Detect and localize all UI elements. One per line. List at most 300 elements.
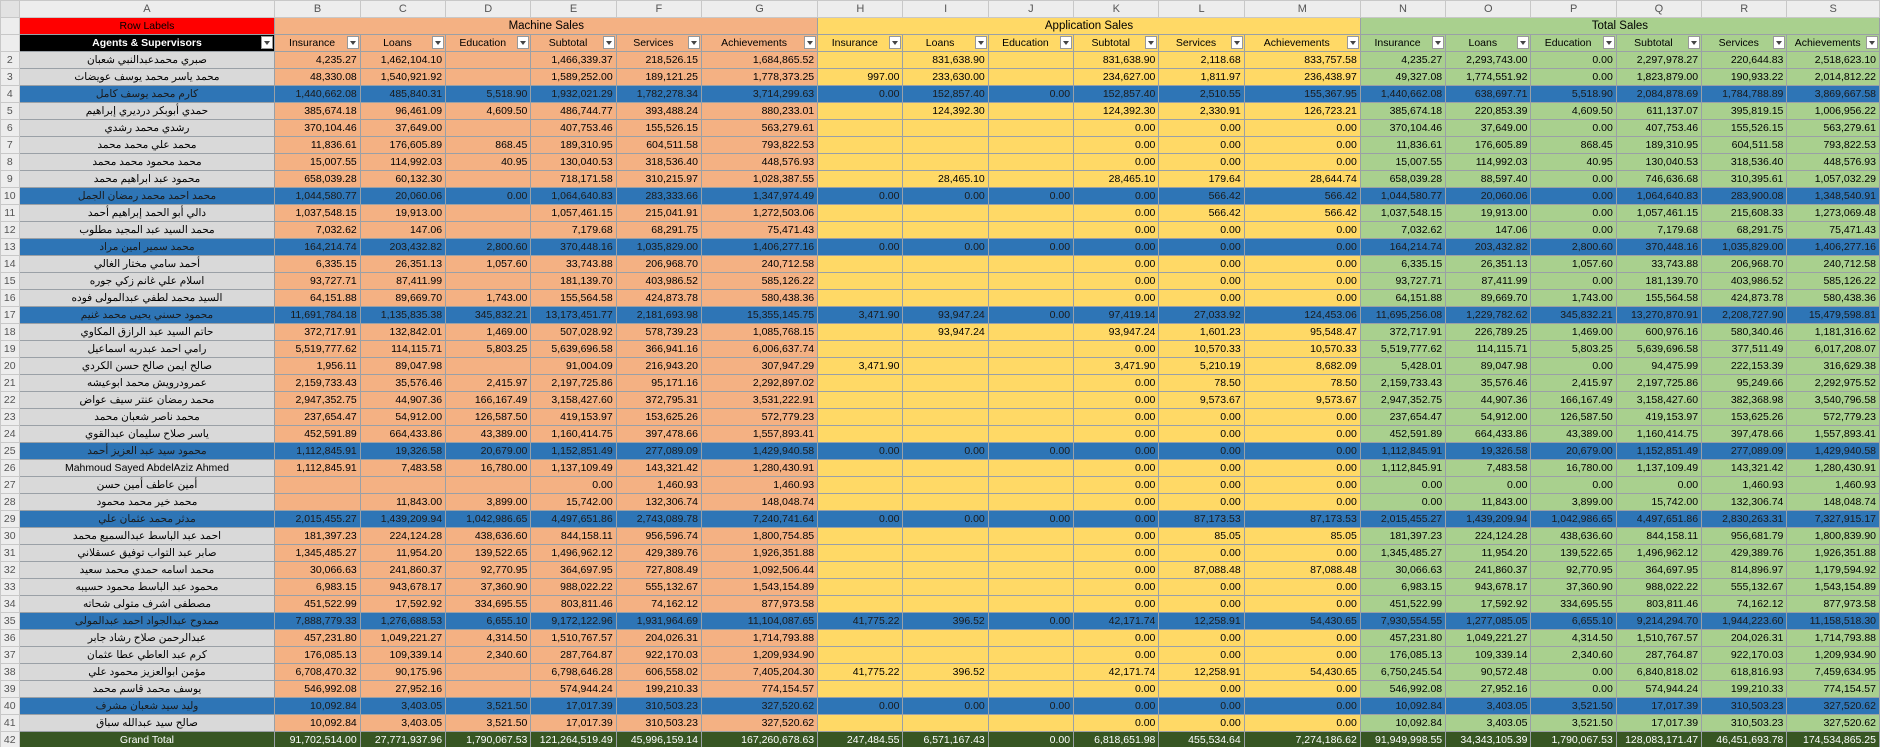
total-loans-cell[interactable]: 19,326.58	[1446, 443, 1531, 460]
total-subtotal-cell[interactable]: 2,084,878.69	[1616, 86, 1701, 103]
application-loans-cell[interactable]: 6,571,167.43	[903, 732, 988, 747]
filter-dropdown-icon[interactable]	[517, 36, 529, 49]
machine-insurance-cell[interactable]: 1,345,485.27	[275, 545, 360, 562]
machine-achievements-cell[interactable]: 15,355,145.75	[702, 307, 818, 324]
machine-education-cell[interactable]: 37,360.90	[446, 579, 531, 596]
application-insurance-cell[interactable]	[818, 392, 903, 409]
row-number[interactable]: 28	[1, 494, 20, 511]
application-loans-cell[interactable]: 831,638.90	[903, 52, 988, 69]
machine-insurance-cell[interactable]: 6,708,470.32	[275, 664, 360, 681]
agent-name-cell[interactable]: صبري محمدعبدالنبي شعبان	[19, 52, 275, 69]
machine-insurance-cell[interactable]: 64,151.88	[275, 290, 360, 307]
total-insurance-cell[interactable]: 10,092.84	[1360, 698, 1445, 715]
machine-achievements-cell[interactable]: 1,778,373.25	[702, 69, 818, 86]
row-number[interactable]: 32	[1, 562, 20, 579]
machine-education-cell[interactable]: 139,522.65	[446, 545, 531, 562]
application-education-cell[interactable]	[988, 290, 1073, 307]
application-education-cell[interactable]	[988, 222, 1073, 239]
agent-name-cell[interactable]: محمد احمد محمد رمضان الجمل	[19, 188, 275, 205]
machine-services-cell[interactable]: 397,478.66	[616, 426, 701, 443]
total-services-cell[interactable]: 206,968.70	[1702, 256, 1787, 273]
row-number[interactable]: 34	[1, 596, 20, 613]
total-insurance-cell[interactable]: 5,519,777.62	[1360, 341, 1445, 358]
application-services-cell[interactable]: 455,534.64	[1159, 732, 1244, 747]
agent-name-cell[interactable]: صابر عبد التواب توفيق عسقلاني	[19, 545, 275, 562]
machine-services-cell[interactable]: 429,389.76	[616, 545, 701, 562]
machine-achievements-cell[interactable]: 167,260,678.63	[702, 732, 818, 747]
application-achievements-cell[interactable]: 0.00	[1244, 154, 1360, 171]
application-insurance-cell[interactable]	[818, 545, 903, 562]
machine-achievements-cell[interactable]: 774,154.57	[702, 681, 818, 698]
machine-achievements-cell[interactable]: 6,006,637.74	[702, 341, 818, 358]
machine-loans-cell[interactable]: 27,771,937.96	[360, 732, 445, 747]
column-header-p[interactable]: P	[1531, 1, 1616, 18]
total-services-cell[interactable]: 74,162.12	[1702, 596, 1787, 613]
application-achievements-cell[interactable]: 0.00	[1244, 426, 1360, 443]
machine-services-cell[interactable]: 403,986.52	[616, 273, 701, 290]
application-subtotal-cell[interactable]: 42,171.74	[1074, 613, 1159, 630]
application-achievements-cell[interactable]: 54,430.65	[1244, 613, 1360, 630]
application-services-cell[interactable]: 566.42	[1159, 205, 1244, 222]
application-services-cell[interactable]: 2,510.55	[1159, 86, 1244, 103]
machine-services-cell[interactable]: 578,739.23	[616, 324, 701, 341]
machine-services-cell[interactable]: 727,808.49	[616, 562, 701, 579]
application-services-cell[interactable]: 5,210.19	[1159, 358, 1244, 375]
total-subtotal-cell[interactable]: 5,639,696.58	[1616, 341, 1701, 358]
column-header-g[interactable]: G	[702, 1, 818, 18]
machine-loans-cell[interactable]: 241,860.37	[360, 562, 445, 579]
application-loans-cell[interactable]: 0.00	[903, 511, 988, 528]
machine-subtotal-cell[interactable]: 1,510,767.57	[531, 630, 616, 647]
application-subtotal-cell[interactable]: 3,471.90	[1074, 358, 1159, 375]
machine-education-cell[interactable]	[446, 664, 531, 681]
machine-subtotal-cell[interactable]: 5,639,696.58	[531, 341, 616, 358]
machine-education-cell[interactable]	[446, 477, 531, 494]
total-education-cell[interactable]: 1,790,067.53	[1531, 732, 1616, 747]
machine-loans-cell[interactable]: 11,954.20	[360, 545, 445, 562]
row-number[interactable]: 39	[1, 681, 20, 698]
total-loans-cell[interactable]: 226,789.25	[1446, 324, 1531, 341]
column-header-k[interactable]: K	[1074, 1, 1159, 18]
application-insurance-cell[interactable]: 0.00	[818, 698, 903, 715]
application-education-cell[interactable]	[988, 137, 1073, 154]
total-services-cell[interactable]: 618,816.93	[1702, 664, 1787, 681]
machine-insurance-cell[interactable]: 6,335.15	[275, 256, 360, 273]
machine-achievements-cell[interactable]: 1,347,974.49	[702, 188, 818, 205]
application-insurance-cell[interactable]	[818, 120, 903, 137]
application-services-cell[interactable]: 0.00	[1159, 273, 1244, 290]
machine-services-cell[interactable]: 604,511.58	[616, 137, 701, 154]
application-insurance-cell[interactable]	[818, 222, 903, 239]
application-services-cell[interactable]: 12,258.91	[1159, 664, 1244, 681]
application-loans-cell[interactable]	[903, 630, 988, 647]
application-services-cell[interactable]: 0.00	[1159, 137, 1244, 154]
machine-subtotal-cell[interactable]: 17,017.39	[531, 715, 616, 732]
total-loans-cell[interactable]: 17,592.92	[1446, 596, 1531, 613]
machine-insurance-cell[interactable]: 1,440,662.08	[275, 86, 360, 103]
total-insurance-cell[interactable]: 457,231.80	[1360, 630, 1445, 647]
machine-education-cell[interactable]	[446, 205, 531, 222]
total-education-cell[interactable]: 16,780.00	[1531, 460, 1616, 477]
machine-achievements-cell[interactable]: 1,684,865.52	[702, 52, 818, 69]
machine-insurance-cell[interactable]: 452,591.89	[275, 426, 360, 443]
total-services-cell[interactable]: 68,291.75	[1702, 222, 1787, 239]
column-header-r[interactable]: R	[1702, 1, 1787, 18]
machine-achievements-cell[interactable]: 880,233.01	[702, 103, 818, 120]
row-number[interactable]: 41	[1, 715, 20, 732]
total-loans-cell[interactable]: 1,277,085.05	[1446, 613, 1531, 630]
application-education-cell[interactable]	[988, 664, 1073, 681]
total-insurance-cell[interactable]: 1,345,485.27	[1360, 545, 1445, 562]
total-achievements-cell[interactable]: 3,869,667.58	[1787, 86, 1880, 103]
total-insurance-cell[interactable]: 372,717.91	[1360, 324, 1445, 341]
application-subtotal-cell[interactable]: 0.00	[1074, 239, 1159, 256]
total-subtotal-cell[interactable]: 600,976.16	[1616, 324, 1701, 341]
total-services-cell[interactable]: 1,460.93	[1702, 477, 1787, 494]
application-subtotal-cell[interactable]: 0.00	[1074, 494, 1159, 511]
machine-services-cell[interactable]: 189,121.25	[616, 69, 701, 86]
application-education-header[interactable]	[988, 35, 1073, 52]
application-achievements-cell[interactable]: 0.00	[1244, 273, 1360, 290]
machine-services-cell[interactable]: 45,996,159.14	[616, 732, 701, 747]
total-services-cell[interactable]: 1,035,829.00	[1702, 239, 1787, 256]
machine-subtotal-cell[interactable]: 1,057,461.15	[531, 205, 616, 222]
application-achievements-cell[interactable]: 126,723.21	[1244, 103, 1360, 120]
total-services-cell[interactable]: 424,873.78	[1702, 290, 1787, 307]
application-subtotal-cell[interactable]: 97,419.14	[1074, 307, 1159, 324]
machine-loans-cell[interactable]	[360, 477, 445, 494]
machine-subtotal-cell[interactable]: 2,197,725.86	[531, 375, 616, 392]
total-services-cell[interactable]: 2,830,263.31	[1702, 511, 1787, 528]
total-services-cell[interactable]: 1,944,223.60	[1702, 613, 1787, 630]
application-insurance-cell[interactable]: 0.00	[818, 511, 903, 528]
row-number[interactable]: 24	[1, 426, 20, 443]
total-loans-cell[interactable]: 2,293,743.00	[1446, 52, 1531, 69]
machine-education-cell[interactable]: 0.00	[446, 188, 531, 205]
machine-subtotal-cell[interactable]: 718,171.58	[531, 171, 616, 188]
application-services-cell[interactable]: 0.00	[1159, 154, 1244, 171]
machine-loans-cell[interactable]: 20,060.06	[360, 188, 445, 205]
total-subtotal-cell[interactable]: 803,811.46	[1616, 596, 1701, 613]
agent-name-cell[interactable]: أحمد سامي مختار الغالي	[19, 256, 275, 273]
application-achievements-cell[interactable]: 155,367.95	[1244, 86, 1360, 103]
row-number[interactable]: 14	[1, 256, 20, 273]
machine-loans-cell[interactable]: 89,669.70	[360, 290, 445, 307]
application-insurance-cell[interactable]	[818, 324, 903, 341]
application-achievements-cell[interactable]: 0.00	[1244, 647, 1360, 664]
application-achievements-cell[interactable]: 9,573.67	[1244, 392, 1360, 409]
machine-achievements-cell[interactable]: 3,531,222.91	[702, 392, 818, 409]
application-insurance-header[interactable]	[818, 35, 903, 52]
total-education-cell[interactable]: 2,340.60	[1531, 647, 1616, 664]
machine-subtotal-cell[interactable]: 1,932,021.29	[531, 86, 616, 103]
total-services-cell[interactable]: 382,368.98	[1702, 392, 1787, 409]
agents-supervisors-header[interactable]	[19, 35, 275, 52]
machine-services-cell[interactable]: 74,162.12	[616, 596, 701, 613]
machine-achievements-cell[interactable]: 793,822.53	[702, 137, 818, 154]
application-subtotal-cell[interactable]: 0.00	[1074, 460, 1159, 477]
machine-insurance-cell[interactable]: 15,007.55	[275, 154, 360, 171]
application-achievements-cell[interactable]: 87,173.53	[1244, 511, 1360, 528]
total-achievements-cell[interactable]: 15,479,598.81	[1787, 307, 1880, 324]
application-insurance-cell[interactable]	[818, 52, 903, 69]
machine-insurance-cell[interactable]: 658,039.28	[275, 171, 360, 188]
total-achievements-cell[interactable]: 793,822.53	[1787, 137, 1880, 154]
application-education-cell[interactable]	[988, 205, 1073, 222]
total-subtotal-cell[interactable]: 7,179.68	[1616, 222, 1701, 239]
application-insurance-cell[interactable]: 997.00	[818, 69, 903, 86]
application-services-cell[interactable]: 0.00	[1159, 647, 1244, 664]
machine-education-cell[interactable]: 1,743.00	[446, 290, 531, 307]
application-education-cell[interactable]: 0.00	[988, 511, 1073, 528]
total-loans-cell[interactable]: 638,697.71	[1446, 86, 1531, 103]
application-education-cell[interactable]	[988, 120, 1073, 137]
application-subtotal-header[interactable]	[1074, 35, 1159, 52]
total-education-cell[interactable]: 1,743.00	[1531, 290, 1616, 307]
application-loans-cell[interactable]	[903, 375, 988, 392]
row-number[interactable]: 23	[1, 409, 20, 426]
total-loans-cell[interactable]: 0.00	[1446, 477, 1531, 494]
agent-name-cell[interactable]: محمود سيد عبد العزيز أحمد	[19, 443, 275, 460]
machine-achievements-cell[interactable]: 448,576.93	[702, 154, 818, 171]
application-subtotal-cell[interactable]: 0.00	[1074, 154, 1159, 171]
agent-name-cell[interactable]: مصطفى اشرف متولى شحاته	[19, 596, 275, 613]
total-subtotal-cell[interactable]: 17,017.39	[1616, 715, 1701, 732]
application-education-cell[interactable]	[988, 528, 1073, 545]
application-services-cell[interactable]: 0.00	[1159, 715, 1244, 732]
total-services-cell[interactable]: 310,503.23	[1702, 715, 1787, 732]
total-loans-cell[interactable]: 114,115.71	[1446, 341, 1531, 358]
machine-achievements-cell[interactable]: 11,104,087.65	[702, 613, 818, 630]
total-services-cell[interactable]: 395,819.15	[1702, 103, 1787, 120]
machine-education-cell[interactable]	[446, 120, 531, 137]
application-services-cell[interactable]: 87,088.48	[1159, 562, 1244, 579]
agent-name-cell[interactable]: محمد ياسر محمد يوسف عويضات	[19, 69, 275, 86]
machine-subtotal-cell[interactable]: 4,497,651.86	[531, 511, 616, 528]
total-sales-header[interactable]: Total Sales	[1360, 18, 1879, 35]
application-services-cell[interactable]: 0.00	[1159, 630, 1244, 647]
row-number[interactable]: 16	[1, 290, 20, 307]
application-education-cell[interactable]	[988, 647, 1073, 664]
machine-loans-cell[interactable]: 35,576.46	[360, 375, 445, 392]
machine-education-cell[interactable]: 3,521.50	[446, 715, 531, 732]
total-achievements-cell[interactable]: 316,629.38	[1787, 358, 1880, 375]
total-achievements-cell[interactable]: 174,534,865.25	[1787, 732, 1880, 747]
application-achievements-cell[interactable]: 0.00	[1244, 222, 1360, 239]
total-insurance-cell[interactable]: 1,440,662.08	[1360, 86, 1445, 103]
machine-loans-cell[interactable]: 19,326.58	[360, 443, 445, 460]
column-header-s[interactable]: S	[1787, 1, 1880, 18]
filter-dropdown-icon[interactable]	[1231, 36, 1243, 49]
total-achievements-cell[interactable]: 1,057,032.29	[1787, 171, 1880, 188]
total-education-cell[interactable]: 0.00	[1531, 273, 1616, 290]
application-achievements-cell[interactable]: 0.00	[1244, 443, 1360, 460]
application-subtotal-cell[interactable]: 234,627.00	[1074, 69, 1159, 86]
machine-education-cell[interactable]: 6,655.10	[446, 613, 531, 630]
row-number[interactable]: 6	[1, 120, 20, 137]
total-loans-cell[interactable]: 27,952.16	[1446, 681, 1531, 698]
machine-achievements-cell[interactable]: 585,126.22	[702, 273, 818, 290]
machine-achievements-cell[interactable]: 1,272,503.06	[702, 205, 818, 222]
total-loans-cell[interactable]: 3,403.05	[1446, 698, 1531, 715]
agent-name-cell[interactable]: محمود عبد ابراهيم محمد	[19, 171, 275, 188]
application-subtotal-cell[interactable]: 93,947.24	[1074, 324, 1159, 341]
application-services-cell[interactable]: 566.42	[1159, 188, 1244, 205]
application-achievements-cell[interactable]: 0.00	[1244, 596, 1360, 613]
row-number[interactable]: 4	[1, 86, 20, 103]
total-achievements-cell[interactable]: 1,273,069.48	[1787, 205, 1880, 222]
row-number[interactable]: 30	[1, 528, 20, 545]
machine-services-cell[interactable]: 153,625.26	[616, 409, 701, 426]
agent-name-cell[interactable]: محمد علي محمد محمد	[19, 137, 275, 154]
column-header-i[interactable]: I	[903, 1, 988, 18]
agent-name-cell[interactable]: محمد محمود محمد محمد	[19, 154, 275, 171]
application-services-header[interactable]	[1159, 35, 1244, 52]
total-services-cell[interactable]: 283,900.08	[1702, 188, 1787, 205]
total-education-cell[interactable]: 0.00	[1531, 477, 1616, 494]
application-insurance-cell[interactable]	[818, 256, 903, 273]
machine-subtotal-cell[interactable]: 1,137,109.49	[531, 460, 616, 477]
total-loans-cell[interactable]: 88,597.40	[1446, 171, 1531, 188]
machine-subtotal-cell[interactable]: 370,448.16	[531, 239, 616, 256]
machine-insurance-cell[interactable]: 7,032.62	[275, 222, 360, 239]
machine-achievements-cell[interactable]: 1,209,934.90	[702, 647, 818, 664]
machine-achievements-cell[interactable]: 148,048.74	[702, 494, 818, 511]
application-insurance-cell[interactable]: 41,775.22	[818, 664, 903, 681]
machine-achievements-cell[interactable]: 580,438.36	[702, 290, 818, 307]
total-achievements-cell[interactable]: 1,557,893.41	[1787, 426, 1880, 443]
application-services-cell[interactable]: 2,118.68	[1159, 52, 1244, 69]
total-subtotal-cell[interactable]: 419,153.97	[1616, 409, 1701, 426]
total-achievements-header[interactable]	[1787, 35, 1880, 52]
total-subtotal-cell[interactable]: 1,064,640.83	[1616, 188, 1701, 205]
total-services-cell[interactable]: 2,208,727.90	[1702, 307, 1787, 324]
machine-services-cell[interactable]: 68,291.75	[616, 222, 701, 239]
total-loans-cell[interactable]: 37,649.00	[1446, 120, 1531, 137]
application-services-cell[interactable]: 10,570.33	[1159, 341, 1244, 358]
total-services-cell[interactable]: 814,896.97	[1702, 562, 1787, 579]
application-achievements-cell[interactable]: 87,088.48	[1244, 562, 1360, 579]
total-services-cell[interactable]: 310,503.23	[1702, 698, 1787, 715]
machine-achievements-cell[interactable]: 7,240,741.64	[702, 511, 818, 528]
machine-education-cell[interactable]	[446, 69, 531, 86]
total-loans-cell[interactable]: 35,576.46	[1446, 375, 1531, 392]
machine-insurance-cell[interactable]: 1,037,548.15	[275, 205, 360, 222]
application-subtotal-cell[interactable]: 0.00	[1074, 698, 1159, 715]
application-achievements-cell[interactable]: 0.00	[1244, 409, 1360, 426]
application-achievements-cell[interactable]: 10,570.33	[1244, 341, 1360, 358]
row-number[interactable]: 40	[1, 698, 20, 715]
total-education-cell[interactable]: 3,521.50	[1531, 698, 1616, 715]
machine-subtotal-cell[interactable]: 1,152,851.49	[531, 443, 616, 460]
agent-name-cell[interactable]: محمد ناصر شعبان محمد	[19, 409, 275, 426]
total-achievements-cell[interactable]: 1,280,430.91	[1787, 460, 1880, 477]
machine-education-cell[interactable]: 1,042,986.65	[446, 511, 531, 528]
total-subtotal-cell[interactable]: 611,137.07	[1616, 103, 1701, 120]
total-loans-cell[interactable]: 11,954.20	[1446, 545, 1531, 562]
application-subtotal-cell[interactable]: 0.00	[1074, 647, 1159, 664]
total-education-cell[interactable]: 0.00	[1531, 69, 1616, 86]
agent-name-cell[interactable]: حمدي أبوبكر درديري إبراهيم	[19, 103, 275, 120]
total-achievements-cell[interactable]: 1,179,594.92	[1787, 562, 1880, 579]
total-achievements-cell[interactable]: 1,348,540.91	[1787, 188, 1880, 205]
machine-loans-cell[interactable]: 147.06	[360, 222, 445, 239]
machine-services-cell[interactable]: 206,968.70	[616, 256, 701, 273]
machine-loans-cell[interactable]: 7,483.58	[360, 460, 445, 477]
agent-name-cell[interactable]: ممدوح عبدالجواد احمد عبدالمولى	[19, 613, 275, 630]
total-achievements-cell[interactable]: 1,406,277.16	[1787, 239, 1880, 256]
total-insurance-cell[interactable]: 0.00	[1360, 477, 1445, 494]
application-loans-cell[interactable]	[903, 137, 988, 154]
row-number[interactable]: 31	[1, 545, 20, 562]
machine-achievements-cell[interactable]: 307,947.29	[702, 358, 818, 375]
application-achievements-cell[interactable]: 8,682.09	[1244, 358, 1360, 375]
total-insurance-cell[interactable]: 2,159,733.43	[1360, 375, 1445, 392]
filter-dropdown-icon[interactable]	[1866, 36, 1878, 49]
row-number[interactable]: 19	[1, 341, 20, 358]
total-loans-cell[interactable]: 1,229,782.62	[1446, 307, 1531, 324]
application-subtotal-cell[interactable]: 0.00	[1074, 528, 1159, 545]
total-subtotal-cell[interactable]: 0.00	[1616, 477, 1701, 494]
total-education-cell[interactable]: 334,695.55	[1531, 596, 1616, 613]
total-subtotal-cell[interactable]: 1,823,879.00	[1616, 69, 1701, 86]
total-services-cell[interactable]: 397,478.66	[1702, 426, 1787, 443]
application-services-cell[interactable]: 0.00	[1159, 477, 1244, 494]
application-subtotal-cell[interactable]: 0.00	[1074, 375, 1159, 392]
machine-insurance-header[interactable]	[275, 35, 360, 52]
filter-dropdown-icon[interactable]	[975, 36, 987, 49]
row-number[interactable]: 25	[1, 443, 20, 460]
total-services-cell[interactable]: 220,644.83	[1702, 52, 1787, 69]
machine-achievements-cell[interactable]: 240,712.58	[702, 256, 818, 273]
application-subtotal-cell[interactable]: 0.00	[1074, 290, 1159, 307]
total-services-cell[interactable]: 46,451,693.78	[1702, 732, 1787, 747]
application-achievements-cell[interactable]: 833,757.58	[1244, 52, 1360, 69]
machine-achievements-cell[interactable]: 563,279.61	[702, 120, 818, 137]
application-services-cell[interactable]: 0.00	[1159, 596, 1244, 613]
machine-education-cell[interactable]: 2,415.97	[446, 375, 531, 392]
machine-loans-cell[interactable]: 109,339.14	[360, 647, 445, 664]
total-achievements-cell[interactable]: 563,279.61	[1787, 120, 1880, 137]
total-insurance-cell[interactable]: 164,214.74	[1360, 239, 1445, 256]
machine-subtotal-cell[interactable]: 130,040.53	[531, 154, 616, 171]
total-education-cell[interactable]: 0.00	[1531, 664, 1616, 681]
agent-name-cell[interactable]: عبدالرحمن صلاح رشاد جابر	[19, 630, 275, 647]
agent-name-cell[interactable]: السيد محمد لطفي عبدالمولى فوده	[19, 290, 275, 307]
machine-achievements-cell[interactable]: 1,543,154.89	[702, 579, 818, 596]
total-education-cell[interactable]: 3,899.00	[1531, 494, 1616, 511]
filter-dropdown-icon[interactable]	[432, 36, 444, 49]
total-achievements-cell[interactable]: 2,014,812.22	[1787, 69, 1880, 86]
total-loans-cell[interactable]: 19,913.00	[1446, 205, 1531, 222]
machine-insurance-cell[interactable]: 370,104.46	[275, 120, 360, 137]
total-loans-cell[interactable]: 89,047.98	[1446, 358, 1531, 375]
total-insurance-cell[interactable]: 4,235.27	[1360, 52, 1445, 69]
application-education-cell[interactable]	[988, 103, 1073, 120]
application-insurance-cell[interactable]	[818, 715, 903, 732]
application-subtotal-cell[interactable]: 0.00	[1074, 715, 1159, 732]
application-education-cell[interactable]: 0.00	[988, 307, 1073, 324]
machine-subtotal-cell[interactable]: 364,697.95	[531, 562, 616, 579]
application-achievements-cell[interactable]: 0.00	[1244, 239, 1360, 256]
machine-services-cell[interactable]: 155,526.15	[616, 120, 701, 137]
row-number[interactable]: 5	[1, 103, 20, 120]
total-subtotal-cell[interactable]: 2,197,725.86	[1616, 375, 1701, 392]
total-subtotal-cell[interactable]: 128,083,171.47	[1616, 732, 1701, 747]
machine-loans-cell[interactable]: 1,276,688.53	[360, 613, 445, 630]
application-loans-cell[interactable]	[903, 596, 988, 613]
machine-subtotal-cell[interactable]: 419,153.97	[531, 409, 616, 426]
